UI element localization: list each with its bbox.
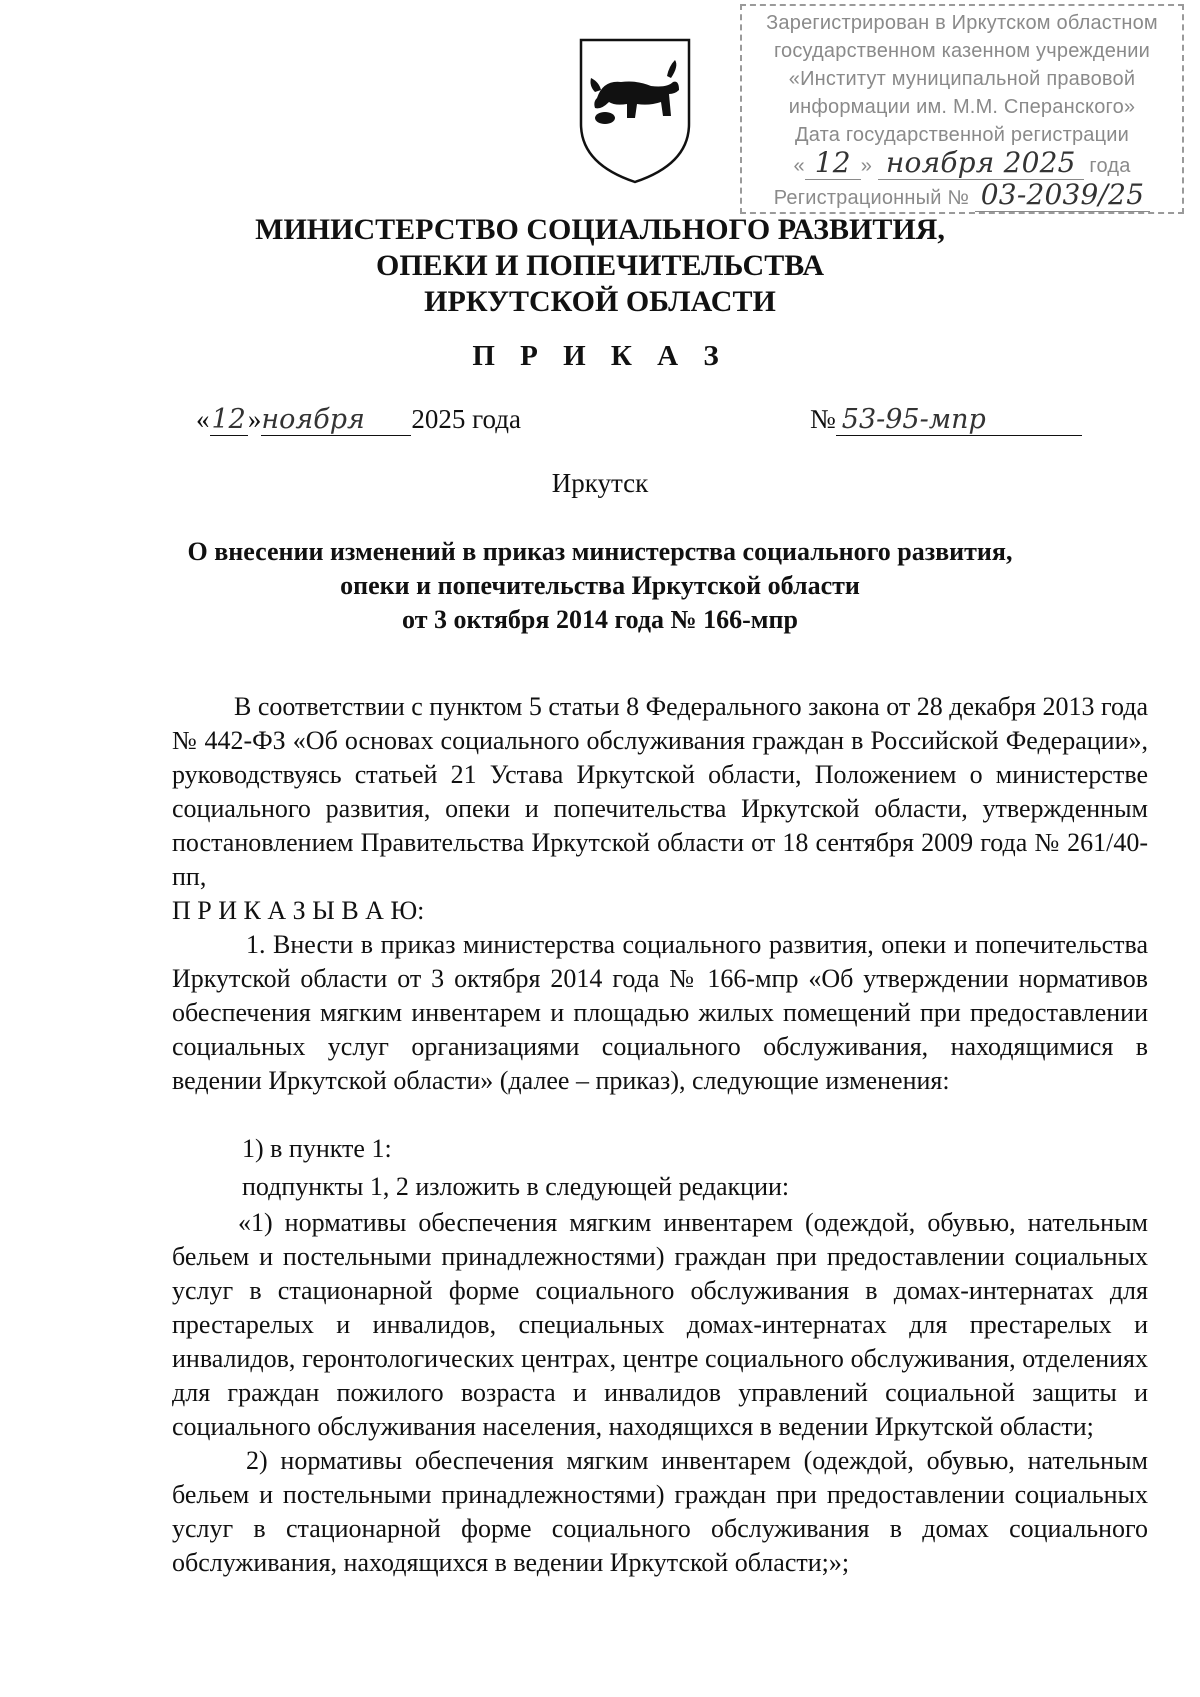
stamp-reg-number: 03-2039/25 bbox=[975, 178, 1150, 212]
stamp-reg-label: Регистрационный № bbox=[773, 187, 970, 209]
number-label: № bbox=[810, 404, 836, 434]
body-paragraph: 1) в пункте 1: bbox=[242, 1134, 392, 1163]
stamp-date-day: 12 bbox=[805, 146, 861, 180]
coat-of-arms-icon bbox=[575, 36, 695, 186]
body-paragraph: В соответствии с пунктом 5 статьи 8 Федерального закона от 28 декабря 2013 года № 442-ФЗ «Об основах социального обслуживания граждан в Российской Федерации», руководствуясь статьей 21 Устава Иркутской области, Положением о министерстве социального развития, опеки и попечительства Иркутской области, утвержденным постановлением Правительства Иркутской области от 18 сентября 2009 года № 261/40-пп, bbox=[172, 692, 1149, 891]
quote-close: » bbox=[860, 155, 873, 177]
order-number-field bbox=[810, 404, 1082, 436]
order-number: 53-95-мпр bbox=[836, 404, 1082, 436]
order-year: 2025 года bbox=[411, 404, 521, 434]
stamp-line: «Институт муниципальной правовой bbox=[788, 68, 1136, 90]
stamp-line: Зарегистрирован в Иркутском областном bbox=[766, 12, 1158, 34]
order-verb: П Р И К А З Ы В А Ю: bbox=[172, 896, 425, 925]
body-paragraph: 2) нормативы обеспечения мягким инвентарем (одеждой, обувью, нательным бельем и постельными принадлежностями) граждан при предоставлении социальных услуг в стационарной форме социального обслуживания в домах социального обслуживания, находящихся в ведении Иркутской области;»; bbox=[172, 1446, 1148, 1577]
ministry-line: ИРКУТСКОЙ ОБЛАСТИ bbox=[424, 285, 776, 318]
order-date bbox=[196, 404, 521, 436]
ministry-line: ОПЕКИ И ПОПЕЧИТЕЛЬСТВА bbox=[376, 249, 824, 282]
stamp-date-month: ноября 2025 bbox=[878, 146, 1084, 180]
registration-stamp bbox=[740, 4, 1184, 214]
title-line: О внесении изменений в приказ министерства социального развития, bbox=[187, 537, 1013, 566]
document-type: П Р И К А З bbox=[472, 340, 728, 372]
stamp-date-suffix: года bbox=[1089, 155, 1131, 177]
stamp-registration-number bbox=[742, 178, 1182, 211]
document-title bbox=[0, 535, 1200, 637]
title-line: опеки и попечительства Иркутской области bbox=[340, 571, 860, 600]
body-paragraph: 1. Внести в приказ министерства социального развития, опеки и попечительства Иркутской области от 3 октября 2014 года № 166-мпр «Об утверждении нормативов обеспечения мягким инвентарем и площадью жилых помещений при предоставлении социальных услуг организациями социального обслуживания, находящимися в ведении Иркутской области» (далее – приказ), следующие изменения: bbox=[172, 930, 1148, 1095]
ministry-name bbox=[0, 212, 1200, 320]
ministry-line: МИНИСТЕРСТВО СОЦИАЛЬНОГО РАЗВИТИЯ, bbox=[255, 213, 945, 246]
body-paragraph: «1) нормативы обеспечения мягким инвентарем (одеждой, обувью, нательным бельем и постельными принадлежностями) граждан при предоставлении социальных услуг в стационарной форме социального обслуживания в домах-интернатах для престарелых и инвалидов, специальных домах-интернатах для престарелых и инвалидов, геронтологических центрах, центре социального обслуживания, отделениях для граждан пожилого возраста и инвалидов управлений социальной защиты и социального обслуживания населения, находящихся в ведении Иркутской области; bbox=[172, 1208, 1148, 1441]
order-month: ноября bbox=[261, 404, 411, 436]
stamp-line: государственном казенном учреждении bbox=[773, 40, 1151, 62]
stamp-line: Дата государственной регистрации bbox=[794, 124, 1130, 146]
stamp-line: информации им. М.М. Сперанского» bbox=[788, 96, 1136, 118]
title-line: от 3 октября 2014 года № 166-мпр bbox=[402, 605, 798, 634]
order-day: 12 bbox=[211, 404, 246, 435]
stamp-registration-date bbox=[742, 146, 1182, 179]
body-paragraph: подпункты 1, 2 изложить в следующей редакции: bbox=[242, 1172, 790, 1201]
quote-open: « bbox=[793, 155, 805, 177]
city: Иркутск bbox=[551, 468, 649, 498]
quote-open: « bbox=[196, 404, 210, 434]
quote-close: » bbox=[247, 404, 262, 434]
